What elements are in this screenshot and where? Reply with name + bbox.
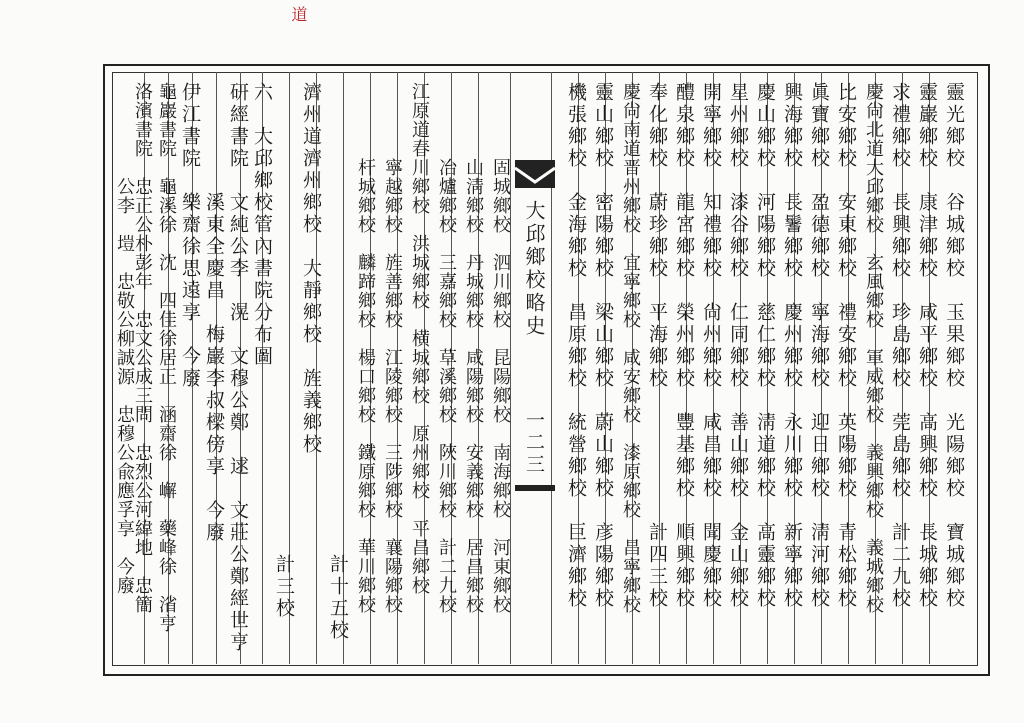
text-column: 溪東全慶昌 梅巖李叔樑傍享 今廢 xyxy=(203,82,225,544)
text-column: 慶尙北道大邱鄉校 玄風鄉校 軍威鄉校 義興鄉校 義城鄉校 xyxy=(863,82,884,614)
text-column: 固城鄉校 泗川鄉校 昆陽鄉校 南海鄉校 河東鄉校 xyxy=(490,158,511,614)
text-column: 計十五校 xyxy=(327,158,349,642)
text-column: 比安鄉校 安東鄉校 禮安鄉校 英陽鄉校 青松鄉校 xyxy=(835,82,857,610)
text-column: 慶山鄉校 河陽鄉校 慈仁鄉校 淸道鄉校 高靈鄉校 xyxy=(754,82,776,610)
text-column: 伊江書院 樂齋徐思遠享 今廢 xyxy=(179,82,201,390)
text-column: 研經書院 文純公李 滉 文穆公鄭 逑 文莊公鄭經世亨 xyxy=(227,82,249,654)
text-column: 公李 塏 忠敬公柳誠源 忠穆公兪應孚享 今廢 xyxy=(114,82,135,595)
book-title: 大邱鄉校略史 xyxy=(522,200,546,338)
fish-tail-marker-icon xyxy=(515,160,555,188)
text-column: 龜巖書院 龜溪徐 沈 四佳徐居正 涵齋徐 嶰 藥峰徐 渻亨 xyxy=(156,82,177,633)
text-column: 冶爐鄉校 三嘉鄉校 草溪鄉校 陜川鄉校 計二九校 xyxy=(436,158,457,614)
text-column: 計三校 xyxy=(273,158,295,620)
text-column: 慶尙南道晋州鄉校 宜寧鄉校 咸安鄉校 漆原鄉校 昌寧鄉校 xyxy=(620,82,641,614)
section-heading: 六 大邱鄉校管內書院分布圖 xyxy=(251,82,273,368)
text-column: 興海鄉校 長鬐鄉校 慶州鄉校 永川鄉校 新寧鄉校 xyxy=(781,82,803,610)
text-column: 機張鄉校 金海鄉校 昌原鄉校 統營鄉校 巨濟鄉校 xyxy=(565,82,587,610)
text-column: 開寧鄉校 知禮鄉校 尙州鄉校 咸昌鄉校 聞慶鄉校 xyxy=(700,82,722,610)
center-band xyxy=(515,485,555,491)
text-column: 奉化鄉校 蔚珍鄉校 平海鄉校 計四三校 xyxy=(646,82,668,610)
text-column: 求禮鄉校 長興鄉校 珍島鄉校 莞島鄉校 計二九校 xyxy=(889,82,911,610)
text-column: 杆城鄉校 麟蹄鄉校 楊口鄉校 鐵原鄉校 華川鄉校 xyxy=(355,158,376,614)
text-column: 靈山鄉校 密陽鄉校 梁山鄉校 蔚山鄉校 彦陽鄉校 xyxy=(592,82,614,610)
text-column: 星州鄉校 漆谷鄉校 仁同鄉校 善山鄉校 金山鄉校 xyxy=(727,82,749,610)
text-column: 寧越鄉校 旌善鄉校 江陵鄉校 三陟鄉校 襄陽鄉校 xyxy=(382,158,403,614)
text-column: 靈光鄉校 谷城鄉校 玉果鄉校 光陽鄉校 寶城鄉校 xyxy=(943,82,965,610)
text-column: 山淸鄉校 丹城鄉校 咸陽鄉校 安義鄉校 居昌鄉校 xyxy=(463,158,484,614)
text-column: 醴泉鄉校 龍宮鄉校 榮州鄉校 豐基鄉校 順興鄉校 xyxy=(673,82,695,610)
red-seal-stamp: 道 xyxy=(289,6,308,22)
text-column: 眞寶鄉校 盈德鄉校 寧海鄉校 迎日鄉校 淸河鄉校 xyxy=(808,82,830,610)
text-column: 江原道春川鄉校 洪城鄉校 横城鄉校 原州鄉校 平昌鄉校 xyxy=(409,82,430,595)
page-number: 一二三 xyxy=(523,410,545,476)
text-column: 靈巖鄉校 康津鄉校 咸平鄉校 高興鄉校 長城鄉校 xyxy=(916,82,938,610)
text-column: 濟州道濟州鄉校 大靜鄉校 旌義鄉校 xyxy=(300,82,322,456)
text-column: 洛濱書院 忠正公朴彭年 忠文公成三問 忠烈公河緯地 忠簡 xyxy=(132,82,153,614)
